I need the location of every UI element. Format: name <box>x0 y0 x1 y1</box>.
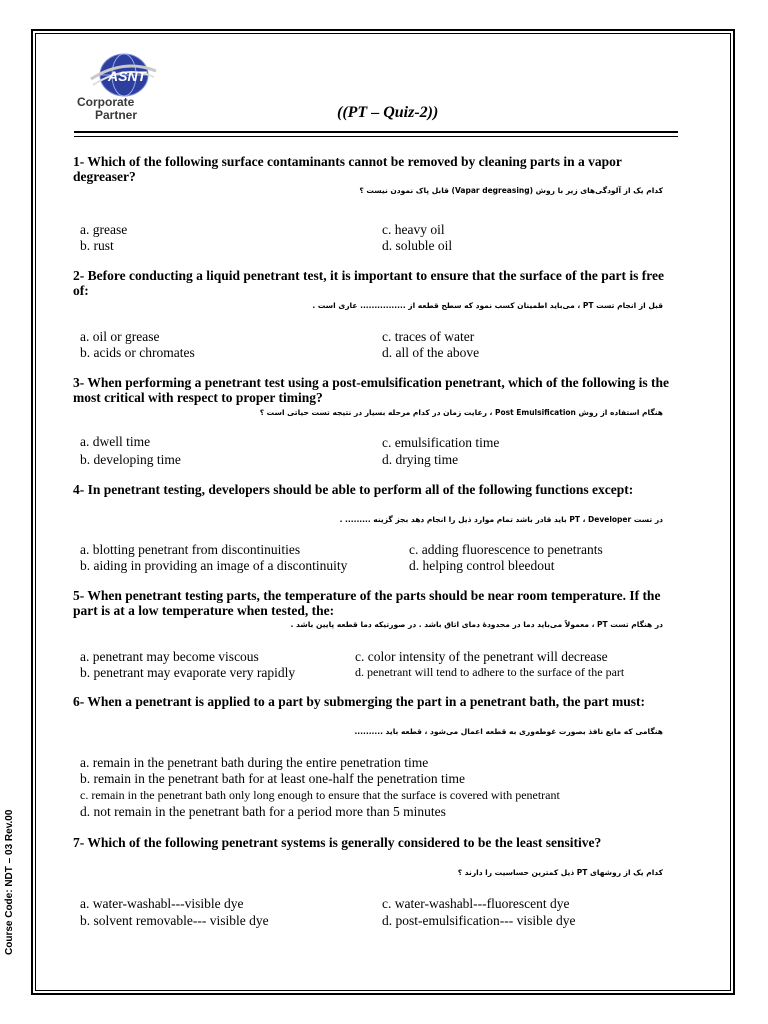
question-3-option-c: c. emulsification time <box>382 435 500 450</box>
question-5-persian: در هنگام تست PT ، معمولاً می‌باید دما در محدودهٔ دمای اتاق باشد . در صورتیکه دما قطعه پایین باشد . <box>290 620 663 629</box>
question-1-option-c: c. heavy oil <box>382 222 445 237</box>
asnt-logo <box>74 52 184 126</box>
question-4-option-c: c. adding fluorescence to penetrants <box>409 542 603 557</box>
question-5-option-a: a. penetrant may become viscous <box>80 649 259 664</box>
question-6-option-b: b. remain in the penetrant bath for at least one-half the penetration time <box>80 771 465 786</box>
question-6-text: 6- When a penetrant is applied to a part by submerging the part in a penetrant bath, the part must: <box>73 694 646 709</box>
logo-text-partner: Partner <box>95 108 138 122</box>
question-3-option-b: b. developing time <box>80 452 181 467</box>
header-rule-thin <box>74 136 678 137</box>
header-rule <box>74 131 678 133</box>
question-3-text: 3- When performing a penetrant test using a post-emulsification penetrant, which of the following is the most critical with respect to proper timing? <box>73 375 669 405</box>
question-3-option-a: a. dwell time <box>80 434 151 449</box>
globe-icon <box>88 52 158 98</box>
question-6-option-a: a. remain in the penetrant bath during the entire penetration time <box>80 755 429 770</box>
question-1-text: 1- Which of the following surface contaminants cannot be removed by cleaning parts in a vapor degreaser? <box>73 154 622 184</box>
question-4-persian: در تست PT ، Developer باید قادر باشد تمام موارد ذیل را انجام دهد بجز گزینه ......... . <box>339 515 663 524</box>
question-2-option-d: d. all of the above <box>382 345 480 360</box>
question-4-option-d: d. helping control bleedout <box>409 558 555 573</box>
question-2-persian: قبل از انجام تست PT ، می‌باید اطمینان کسب نمود که سطح قطعه از ................ عاری است . <box>312 301 663 310</box>
question-6-persian: هنگامی که مایع نافذ بصورت غوطه‌وری به قطعه اعمال می‌شود ، قطعه باید .......... <box>354 727 663 736</box>
question-7-option-c: c. water-washabl---fluorescent dye <box>382 896 570 911</box>
question-1-persian: کدام یک از آلودگی‌های زیر با روش (Vapar degreasing) قابل پاک نمودن نیست ؟ <box>359 186 663 195</box>
question-7-option-a: a. water-washabl---visible dye <box>80 896 244 911</box>
logo-brand-text: ASNT <box>108 68 147 84</box>
question-2-option-a: a. oil or grease <box>80 329 160 344</box>
question-5-text: 5- When penetrant testing parts, the temperature of the parts should be near room temperature. If the part is at a low temperature when tested, the: <box>73 588 661 618</box>
question-4-option-b: b. aiding in providing an image of a discontinuity <box>80 558 348 573</box>
question-2-option-b: b. acids or chromates <box>80 345 195 360</box>
question-7-option-d: d. post-emulsification--- visible dye <box>382 913 576 928</box>
question-2-text: 2- Before conducting a liquid penetrant test, it is important to ensure that the surface of the part is free of: <box>73 268 664 298</box>
question-5-option-d: d. penetrant will tend to adhere to the surface of the part <box>355 665 625 679</box>
question-1-option-d: d. soluble oil <box>382 238 453 253</box>
question-3-persian: هنگام استفاده از روش Post Emulsification ، رعایت زمان در کدام مرحله بسیار در نتیجه تست حیاتی است ؟ <box>259 408 663 417</box>
question-7-persian: کدام یک از روشهای PT ذیل کمترین حساسیت را دارند ؟ <box>457 868 663 877</box>
question-4-option-a: a. blotting penetrant from discontinuities <box>80 542 301 557</box>
page-title: ((PT – Quiz-2)) <box>337 104 439 121</box>
question-6-option-c: c. remain in the penetrant bath only long enough to ensure that the surface is covered with penetrant <box>80 788 560 802</box>
question-6-option-d: d. not remain in the penetrant bath for a period more than 5 minutes <box>80 804 446 819</box>
question-4-text: 4- In penetrant testing, developers should be able to perform all of the following functions except: <box>73 482 634 497</box>
question-2-option-c: c. traces of water <box>382 329 475 344</box>
course-code: Course Code: NDT – 03 Rev.00 <box>4 809 15 955</box>
question-5-option-b: b. penetrant may evaporate very rapidly <box>80 665 296 680</box>
question-7-option-b: b. solvent removable--- visible dye <box>80 913 269 928</box>
question-7-text: 7- Which of the following penetrant systems is generally considered to be the least sensitive? <box>73 835 602 850</box>
question-5-option-c: c. color intensity of the penetrant will decrease <box>355 649 608 664</box>
question-3-option-d: d. drying time <box>382 452 459 467</box>
logo-text-corporate: Corporate <box>77 95 135 109</box>
question-1-option-a: a. grease <box>80 222 128 237</box>
question-1-option-b: b. rust <box>80 238 114 253</box>
